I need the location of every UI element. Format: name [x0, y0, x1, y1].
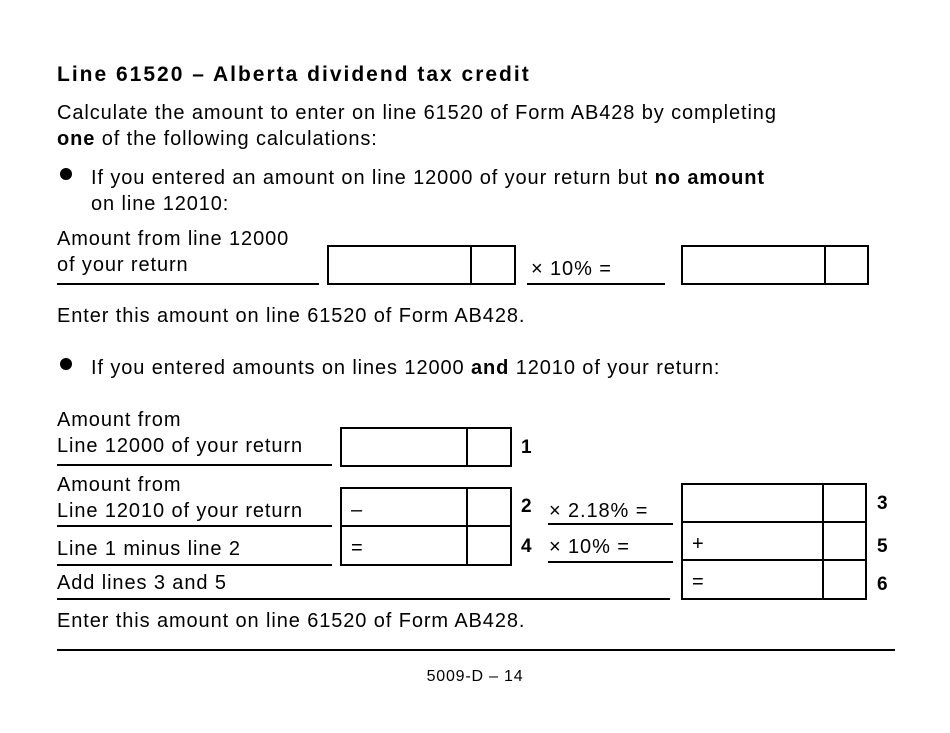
cents-divider — [466, 429, 468, 465]
line4-amount-input[interactable] — [340, 525, 512, 566]
line-number-5: 5 — [877, 536, 888, 557]
option2-bullet-post: 12010 of your return: — [509, 357, 721, 379]
row4-multiplier: × 10% = — [549, 536, 630, 558]
cents-divider — [466, 527, 468, 564]
bullet-icon — [60, 358, 72, 370]
row4-label: Line 1 minus line 2 — [57, 538, 241, 560]
line-number-1: 1 — [521, 437, 532, 458]
option1-enter-text: Enter this amount on line 61520 of Form AB428. — [57, 305, 526, 327]
option1-multiplier-underline — [527, 283, 665, 285]
row6-label: Add lines 3 and 5 — [57, 572, 227, 594]
option1-bullet-bold: no amount — [654, 167, 765, 189]
cents-divider — [466, 489, 468, 525]
intro-line-1: Calculate the amount to enter on line 61520 of Form AB428 by completing — [57, 102, 777, 124]
option2-bullet-text — [91, 355, 720, 381]
equals-sign: = — [351, 537, 363, 559]
line-number-2: 2 — [521, 496, 532, 517]
row1-label-line1: Amount from — [57, 409, 182, 431]
option1-result-input[interactable] — [681, 245, 869, 285]
cents-divider — [822, 523, 824, 559]
cents-divider — [822, 485, 824, 521]
option1-label-underline — [57, 283, 319, 285]
intro-rest: of the following calculations: — [95, 128, 378, 150]
section-heading: Line 61520 – Alberta dividend tax credit — [57, 63, 531, 86]
line5-result-input[interactable] — [681, 521, 867, 561]
row4-label-underline — [57, 564, 332, 566]
line-number-6: 6 — [877, 574, 888, 595]
minus-sign: – — [351, 499, 363, 521]
row6-label-underline — [57, 598, 670, 600]
line6-result-input[interactable] — [681, 559, 867, 600]
row2-label-underline — [57, 525, 332, 527]
cents-divider — [824, 247, 826, 283]
line1-amount-input[interactable] — [340, 427, 512, 467]
page-number: 5009-D – 14 — [426, 668, 524, 685]
footer-rule — [57, 649, 895, 651]
row2-label-line2: Line 12010 of your return — [57, 500, 303, 522]
option1-bullet-pre: If you entered an amount on line 12000 of your return but — [91, 167, 655, 189]
option1-bullet-line2: on line 12010: — [91, 193, 230, 215]
row4-multiplier-underline — [548, 561, 673, 563]
line-number-3: 3 — [877, 493, 888, 514]
intro-emphasis: one — [57, 128, 96, 150]
option1-bullet-text — [91, 165, 765, 191]
intro-line-2 — [57, 126, 378, 152]
line3-result-input[interactable] — [681, 483, 867, 523]
option2-bullet-bold: and — [471, 357, 510, 379]
option1-label-line2: of your return — [57, 254, 189, 276]
option1-multiplier: × 10% = — [531, 258, 612, 280]
cents-divider — [470, 247, 472, 283]
row2-multiplier: × 2.18% = — [549, 500, 649, 522]
line2-amount-input[interactable] — [340, 487, 512, 527]
option2-bullet-pre: If you entered amounts on lines 12000 — [91, 357, 471, 379]
bullet-icon — [60, 168, 72, 180]
row2-multiplier-underline — [548, 523, 673, 525]
cents-divider — [822, 561, 824, 598]
option1-amount-input[interactable] — [327, 245, 516, 285]
line-number-4: 4 — [521, 536, 532, 557]
option1-label-line1: Amount from line 12000 — [57, 228, 290, 250]
row1-label-line2: Line 12000 of your return — [57, 435, 303, 457]
row1-label-underline — [57, 464, 332, 466]
option2-enter-text: Enter this amount on line 61520 of Form AB428. — [57, 610, 526, 632]
plus-sign: + — [692, 533, 704, 555]
row2-label-line1: Amount from — [57, 474, 182, 496]
equals-sign: = — [692, 571, 704, 593]
